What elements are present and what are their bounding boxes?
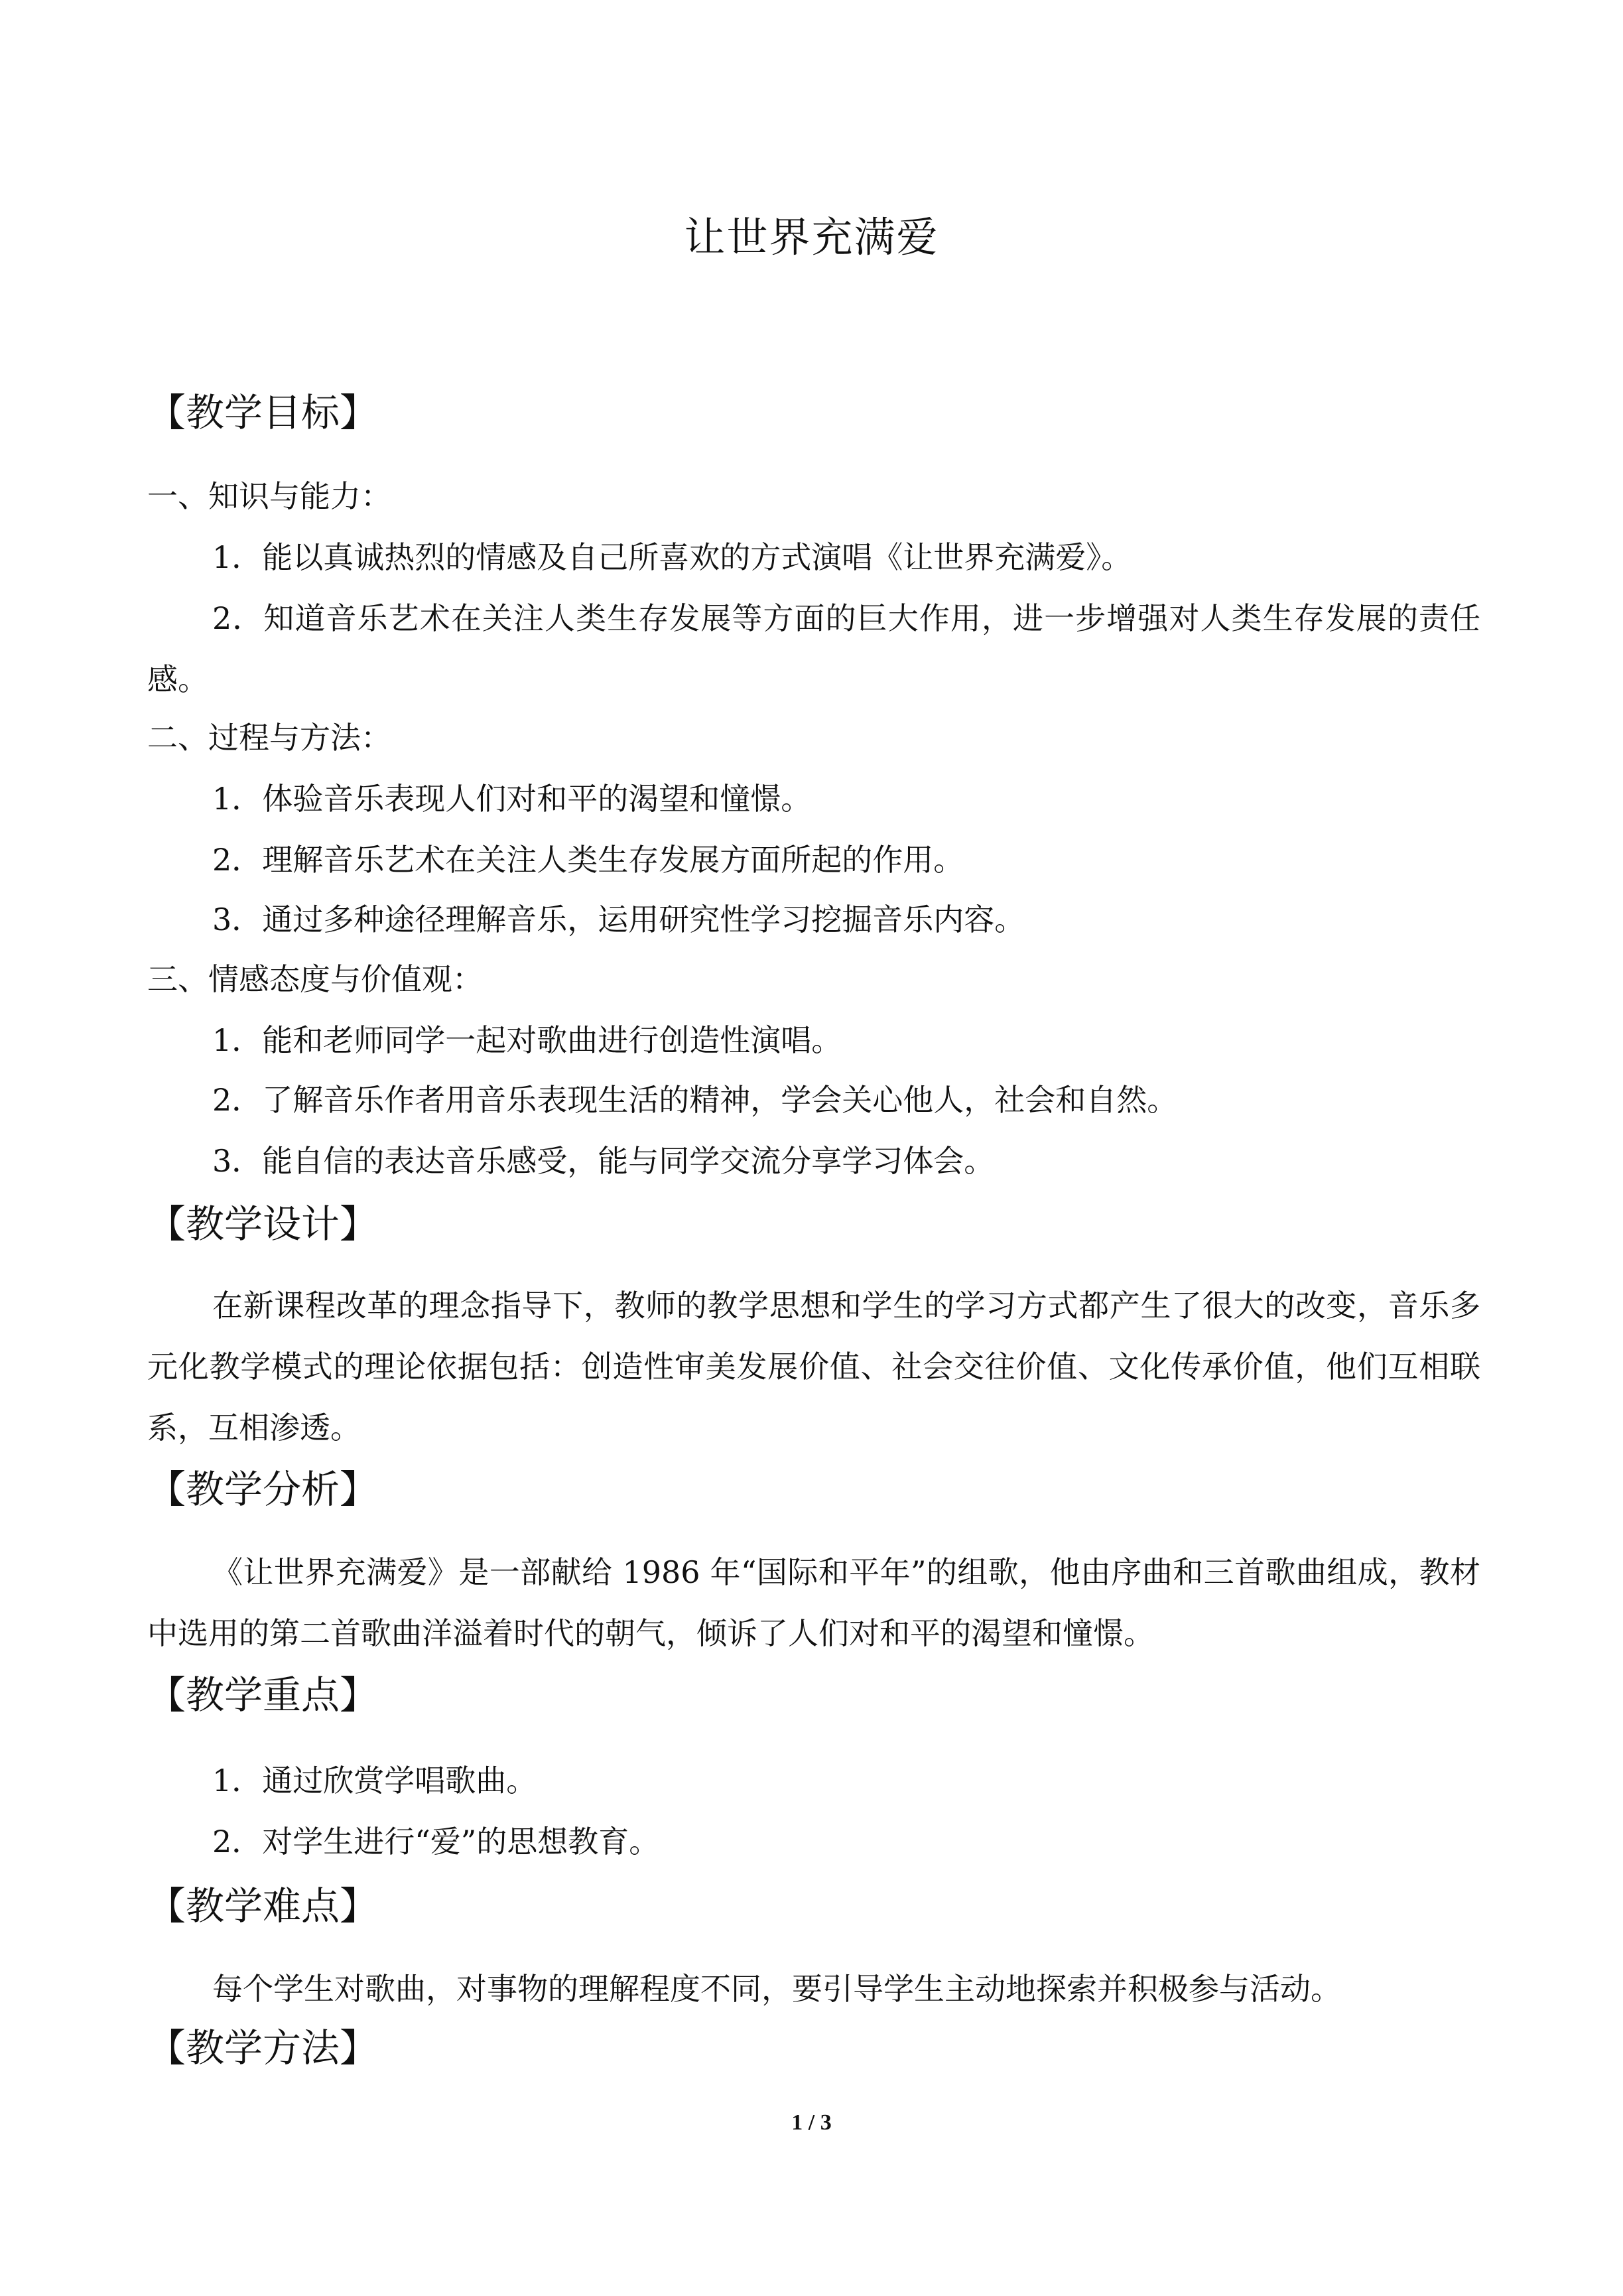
- section-heading-design: 【教学设计】: [147, 1201, 379, 1247]
- list-item: 1．能以真诚热烈的情感及自己所喜欢的方式演唱《让世界充满爱》。: [212, 539, 1132, 575]
- list-item: 2．理解音乐艺术在关注人类生存发展方面所起的作用。: [212, 842, 964, 878]
- list-item: 2．知道音乐艺术在关注人类生存发展等方面的巨大作用，进一步增强对人类生存发展的责任感。: [147, 600, 1480, 697]
- list-item: 3．能自信的表达音乐感受，能与同学交流分享学习体会。: [212, 1143, 995, 1179]
- list-item: 1．体验音乐表现人们对和平的渴望和憧憬。: [212, 781, 812, 817]
- subheading-knowledge: 一、知识与能力：: [147, 478, 391, 514]
- design-paragraph: 在新课程改革的理念指导下，教师的教学思想和学生的学习方式都产生了很大的改变，音乐多元化教学模式的理论依据包括：创造性审美发展价值、社会交往价值、文化传承价值，他们互相联系，互相渗透。: [147, 1288, 1480, 1446]
- list-item: 3．通过多种途径理解音乐，运用研究性学习挖掘音乐内容。: [212, 902, 1025, 937]
- list-item: 1．通过欣赏学唱歌曲。: [212, 1763, 537, 1798]
- document-title: 让世界充满爱: [684, 213, 939, 261]
- subheading-emotion: 三、情感态度与价值观：: [147, 961, 483, 997]
- list-item: 2．对学生进行“爱”的思想教育。: [212, 1824, 660, 1859]
- list-item: 1．能和老师同学一起对歌曲进行创造性演唱。: [212, 1022, 842, 1058]
- section-heading-goals: 【教学目标】: [147, 390, 379, 435]
- analysis-paragraph: 《让世界充满爱》是一部献给 1986 年“国际和平年”的组歌，他由序曲和三首歌曲组成，教材中选用的第二首歌曲洋溢着时代的朝气，倾诉了人们对和平的渴望和憧憬。: [147, 1554, 1480, 1651]
- page-number: 1 / 3: [791, 2110, 832, 2135]
- section-heading-difficulties: 【教学难点】: [147, 1883, 379, 1928]
- section-heading-methods: 【教学方法】: [147, 2025, 379, 2070]
- difficulties-paragraph: 每个学生对歌曲，对事物的理解程度不同，要引导学生主动地探索并积极参与活动。: [212, 1971, 1341, 2007]
- section-heading-key-points: 【教学重点】: [147, 1672, 379, 1718]
- section-heading-analysis: 【教学分析】: [147, 1467, 379, 1512]
- subheading-process: 二、过程与方法：: [147, 720, 391, 756]
- list-item: 2．了解音乐作者用音乐表现生活的精神，学会关心他人，社会和自然。: [212, 1082, 1178, 1118]
